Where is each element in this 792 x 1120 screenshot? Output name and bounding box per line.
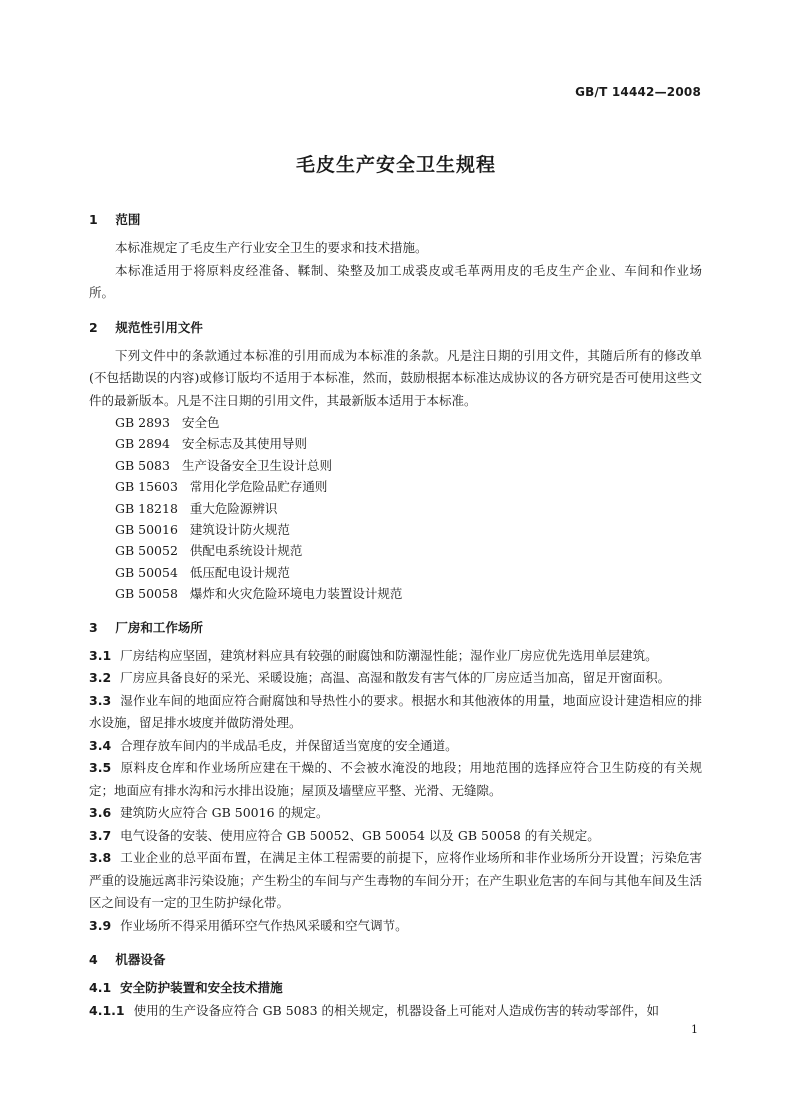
clause-text: 建筑防火应符合 GB 50016 的规定。 bbox=[120, 805, 329, 821]
clause-number: 3.6 bbox=[89, 805, 112, 821]
reference-item bbox=[89, 540, 702, 561]
page-number: 1 bbox=[691, 1023, 698, 1036]
reference-item bbox=[89, 562, 702, 583]
clause-text: 厂房应具备良好的采光、采暖设施；高温、高湿和散发有害气体的厂房应适当加高，留足开窗面积。 bbox=[120, 670, 671, 686]
reference-name: 爆炸和火灾危险环境电力装置设计规范 bbox=[189, 586, 403, 602]
section-heading-scope bbox=[89, 209, 702, 231]
clause-number: 3.1 bbox=[89, 647, 112, 663]
clause-text: 工业企业的总平面布置，在满足主体工程需要的前提下，应将作业场所和非作业场所分开设置；污染危害严重的设施远离非污染设施；产生粉尘的车间与产生毒物的车间分开；在产生职业危害的车间与其他车间及生活区之间设有一定的卫生防护绿化带。 bbox=[89, 850, 702, 911]
clause-number: 3.9 bbox=[89, 917, 112, 933]
reference-item bbox=[89, 476, 702, 497]
clause bbox=[89, 825, 702, 848]
section-number: 3 bbox=[89, 619, 98, 635]
clause-text: 湿作业车间的地面应符合耐腐蚀和导热性小的要求。根据水和其他液体的用量，地面应设计建造相应的排水设施，留足排水坡度并做防滑处理。 bbox=[89, 692, 702, 731]
clause bbox=[89, 847, 702, 915]
reference-code: GB 2894 bbox=[115, 436, 170, 452]
section-heading-normative-references bbox=[89, 317, 702, 339]
section-heading-workshop bbox=[89, 617, 702, 639]
clause bbox=[89, 667, 702, 690]
section-title: 范围 bbox=[115, 212, 141, 227]
document-title: 毛皮生产安全卫生规程 bbox=[295, 154, 496, 176]
clause-number: 3.2 bbox=[89, 670, 112, 686]
clause bbox=[89, 690, 702, 735]
subsection-number: 4.1 bbox=[89, 980, 112, 996]
reference-item bbox=[89, 583, 702, 604]
clause-number: 3.5 bbox=[89, 760, 112, 776]
paragraph: 本标准规定了毛皮生产行业安全卫生的要求和技术措施。 bbox=[115, 240, 428, 255]
clause bbox=[89, 645, 702, 668]
section-number: 1 bbox=[89, 212, 98, 227]
reference-name: 安全色 bbox=[181, 415, 220, 430]
clause-number: 3.7 bbox=[89, 827, 112, 843]
reference-code: GB 50058 bbox=[115, 586, 178, 602]
subsection-heading bbox=[89, 977, 702, 1000]
reference-item bbox=[89, 455, 702, 476]
clause bbox=[89, 735, 702, 758]
clause-text: 原料皮仓库和作业场所应建在干燥的、不会被水淹没的地段；用地范围的选择应符合卫生防疫的有关规定；地面应有排水沟和污水排出设施；屋顶及墙壁应平整、光滑、无缝隙。 bbox=[89, 760, 702, 798]
reference-item bbox=[89, 412, 702, 433]
clause bbox=[89, 915, 702, 938]
reference-name: 建筑设计防火规范 bbox=[189, 522, 290, 538]
section-title: 厂房和工作场所 bbox=[115, 619, 203, 635]
reference-code: GB 2893 bbox=[115, 415, 170, 430]
subsection-title: 安全防护装置和安全技术措施 bbox=[120, 980, 283, 996]
reference-name: 安全标志及其使用导则 bbox=[181, 436, 307, 452]
reference-item bbox=[89, 519, 702, 540]
standard-number: GB/T 14442—2008 bbox=[575, 85, 701, 99]
section-number: 4 bbox=[89, 952, 98, 968]
reference-name: 供配电系统设计规范 bbox=[189, 543, 303, 559]
clause-number: 3.4 bbox=[89, 737, 112, 753]
reference-code: GB 15603 bbox=[115, 479, 178, 495]
reference-item bbox=[89, 498, 702, 519]
clause bbox=[89, 1000, 702, 1023]
clause-number: 3.3 bbox=[89, 692, 112, 708]
reference-item bbox=[89, 433, 702, 454]
clause bbox=[89, 802, 702, 825]
section-number: 2 bbox=[89, 319, 98, 335]
reference-name: 重大危险源辨识 bbox=[189, 500, 278, 516]
clause-number: 4.1.1 bbox=[89, 1002, 125, 1018]
clause-text: 厂房结构应坚固，建筑材料应具有较强的耐腐蚀和防潮湿性能；湿作业厂房应优先选用单层建筑。 bbox=[120, 647, 658, 663]
clause-text: 作业场所不得采用循环空气作热风采暖和空气调节。 bbox=[120, 917, 408, 933]
clause-text: 电气设备的安装、使用应符合 GB 50052、GB 50054 以及 GB 50058 的有关规定。 bbox=[120, 827, 600, 843]
clause bbox=[89, 757, 702, 802]
reference-code: GB 50016 bbox=[115, 522, 178, 538]
reference-name: 低压配电设计规范 bbox=[189, 564, 290, 580]
reference-code: GB 18218 bbox=[115, 500, 178, 516]
document-body bbox=[89, 205, 702, 1022]
clause-number: 3.8 bbox=[89, 850, 112, 866]
section-title: 机器设备 bbox=[115, 952, 166, 968]
reference-name: 生产设备安全卫生设计总则 bbox=[181, 457, 332, 473]
reference-name: 常用化学危险品贮存通则 bbox=[189, 479, 328, 495]
section-title: 规范性引用文件 bbox=[115, 319, 203, 335]
paragraph: 本标准适用于将原料皮经准备、鞣制、染整及加工成裘皮或毛革两用皮的毛皮生产企业、车间和作业场所。 bbox=[89, 262, 702, 300]
clause-text: 使用的生产设备应符合 GB 5083 的相关规定，机器设备上可能对人造成伤害的转动零部件，如 bbox=[133, 1002, 659, 1018]
clause-text: 合理存放车间内的半成品毛皮，并保留适当宽度的安全通道。 bbox=[120, 737, 458, 753]
reference-code: GB 5083 bbox=[115, 457, 170, 473]
reference-code: GB 50052 bbox=[115, 543, 178, 559]
section-heading-machinery bbox=[89, 949, 702, 971]
paragraph: 下列文件中的条款通过本标准的引用而成为本标准的条款。凡是注日期的引用文件，其随后所有的修改单(不包括勘误的内容)或修订版均不适用于本标准，然而，鼓励根据本标准达成协议的各方研究是否可使用这些文件的最新版本。凡是不注日期的引用文件，其最新版本适用于本标准。 bbox=[89, 347, 702, 408]
reference-code: GB 50054 bbox=[115, 564, 178, 580]
